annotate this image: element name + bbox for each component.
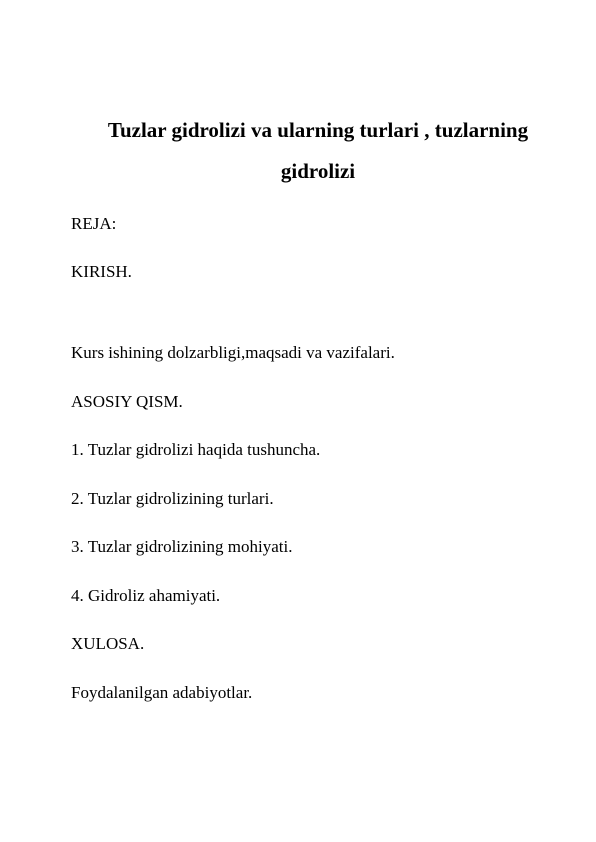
- plan-heading: REJA:: [71, 214, 117, 233]
- plan-item-introduction: KIRISH.: [71, 262, 132, 281]
- plan-item-3: 3. Tuzlar gidrolizining mohiyati.: [71, 537, 293, 556]
- plan-item-relevance: Kurs ishining dolzarbligi,maqsadi va vazifalari.: [71, 343, 395, 362]
- plan-item-main-part: ASOSIY QISM.: [71, 392, 183, 411]
- plan-item-references: Foydalanilgan adabiyotlar.: [71, 683, 253, 702]
- plan-item-4: 4. Gidroliz ahamiyati.: [71, 586, 221, 605]
- plan-item-1: 1. Tuzlar gidrolizi haqida tushuncha.: [71, 440, 321, 459]
- document-title-line-1: Tuzlar gidrolizi va ularning turlari , tuzlarning: [107, 118, 529, 142]
- plan-item-2: 2. Tuzlar gidrolizining turlari.: [71, 489, 274, 508]
- document-title-line-2: gidrolizi: [280, 159, 356, 183]
- plan-item-conclusion: XULOSA.: [71, 634, 145, 653]
